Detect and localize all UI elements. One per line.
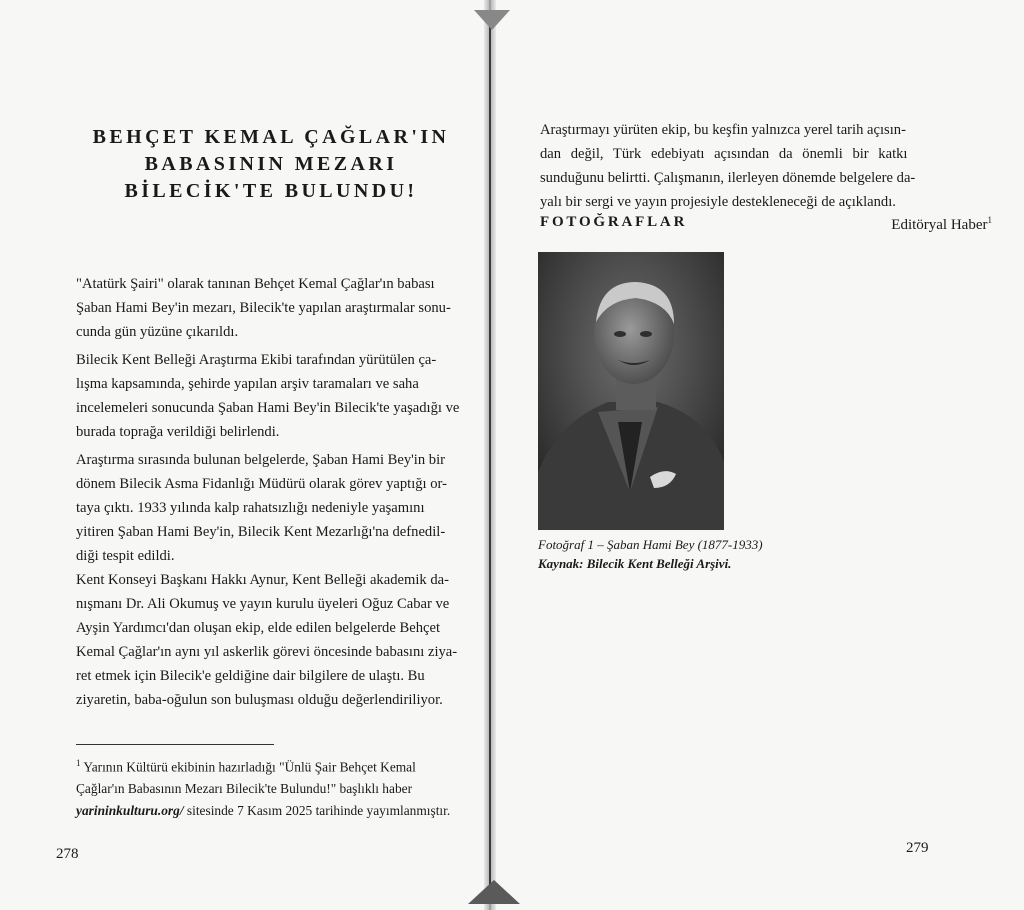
title-line: BEHÇET KEMAL ÇAĞLAR'IN — [92, 126, 450, 148]
text-line: dönem Bilecik Asma Fidanlığı Müdürü olarak görev yaptığı or- — [76, 476, 447, 492]
paragraph-3 — [76, 448, 458, 568]
text-line: cunda gün yüzüne çıkarıldı. — [76, 324, 239, 340]
footnote-line: Çağlar'ın Babasının Mezarı Bilecik'te Bulundu!" başlıklı haber — [76, 781, 413, 797]
right-paragraph — [540, 118, 932, 214]
text-line: yitiren Şaban Hami Bey'in, Bilecik Kent Mezarlığı'na defnedil- — [76, 524, 446, 540]
caption-source: Kaynak: Bilecik Kent Belleği Arşivi. — [538, 556, 732, 571]
byline — [891, 215, 992, 234]
gutter-line — [489, 22, 491, 890]
text-line: Araştırmayı yürüten ekip, bu keşfin yalnızca yerel tarih açısın- — [540, 122, 906, 138]
text-line: Kent Konseyi Başkanı Hakkı Aynur, Kent Belleği akademik da- — [76, 572, 449, 588]
gutter-bottom-shadow — [468, 880, 520, 904]
text-line: burada toprağa verildiği belirlendi. — [76, 424, 280, 440]
text-line: ziyaretin, baba-oğulun son buluşması olduğu değerlendiriliyor. — [76, 692, 443, 708]
footnote-reference: 1 — [987, 215, 992, 225]
article-title — [86, 124, 456, 205]
text-line: dan değil, Türk edebiyatı açısından da önemli bir katkı — [540, 146, 908, 162]
section-heading: FOTOĞRAFLAR — [540, 214, 688, 230]
text-line: ret etmek için Bilecik'e geldiğine dair bilgilere de ulaştı. Bu — [76, 668, 425, 684]
text-line: yalı bir sergi ve yayın projesiyle destekleneceği de açıklandı. — [540, 194, 896, 210]
footnote-line: Yarının Kültürü ekibinin hazırladığı "Ünlü Şair Behçet Kemal — [83, 759, 416, 775]
footnote-mark: 1 — [76, 758, 81, 768]
portrait-image — [538, 252, 724, 530]
page-number-right: 279 — [906, 840, 929, 856]
paragraph-1 — [76, 272, 458, 344]
gutter-top-shadow — [474, 10, 510, 30]
footnote-line: sitesinde 7 Kasım 2025 tarihinde yayımlanmıştır. — [183, 803, 451, 819]
title-line: BABASININ MEZARI — [144, 153, 398, 175]
title-line: BİLECİK'TE BULUNDU! — [124, 180, 418, 202]
paragraph-2 — [76, 348, 458, 444]
text-line: "Atatürk Şairi" olarak tanınan Behçet Kemal Çağlar'ın babası — [76, 276, 435, 292]
text-line: Bilecik Kent Belleği Araştırma Ekibi tarafından yürütülen ça- — [76, 352, 437, 368]
footnote-link[interactable]: yarininkulturu.org/ — [76, 803, 184, 819]
page-number-left: 278 — [56, 846, 79, 862]
text-line: Araştırma sırasında bulunan belgelerde, Şaban Hami Bey'in bir — [76, 452, 445, 468]
text-line: Şaban Hami Bey'in mezarı, Bilecik'te yapılan araştırmalar sonu- — [76, 300, 451, 316]
text-line: sunduğunu belirtti. Çalışmanın, ilerleyen dönemde belgelere da- — [540, 170, 916, 186]
paragraph-4 — [76, 568, 458, 712]
text-line: incelemeleri sonucunda Şaban Hami Bey'in Bilecik'te yaşadığı ve — [76, 400, 460, 416]
text-line: taya çıktı. 1933 yılında kalp rahatsızlığı nedeniyle yaşamını — [76, 500, 425, 516]
byline-text: Editöryal Haber — [891, 217, 988, 233]
text-line: nışmanı Dr. Ali Okumuş ve yayın kurulu üyeleri Oğuz Cabar ve — [76, 596, 450, 612]
portrait-photo — [538, 252, 724, 530]
text-line: Kemal Çağlar'ın aynı yıl askerlik görevi öncesinde babasını ziya- — [76, 644, 458, 660]
footnote-divider — [76, 744, 274, 745]
text-line: diği tespit edildi. — [76, 548, 175, 564]
caption-line: Fotoğraf 1 – Şaban Hami Bey (1877-1933) — [538, 537, 763, 552]
photo-caption — [538, 535, 763, 573]
text-line: lışma kapsamında, şehirde yapılan arşiv taramaları ve saha — [76, 376, 419, 392]
footnote — [76, 752, 458, 822]
text-line: Ayşin Yardımcı'dan oluşan ekip, elde edilen belgelerde Behçet — [76, 620, 441, 636]
